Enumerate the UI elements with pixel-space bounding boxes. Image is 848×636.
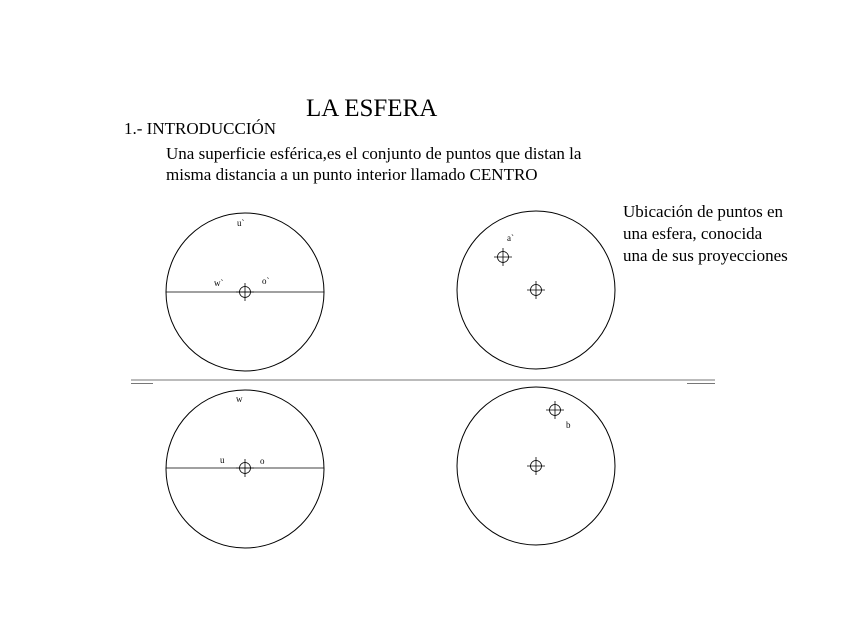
center-marker-horizontal-right <box>527 457 545 475</box>
point-a-prime-marker <box>494 248 512 266</box>
side-note-line-3: una de sus proyecciones <box>623 246 788 265</box>
section-heading: 1.- INTRODUCCIÓN <box>124 119 277 138</box>
label-w-prime: w` <box>214 278 224 288</box>
label-u-prime: u` <box>237 218 245 228</box>
label-o-prime: o` <box>262 276 270 286</box>
label-u: u <box>220 455 225 465</box>
slide-title: LA ESFERA <box>306 95 438 122</box>
point-b-marker <box>546 401 564 419</box>
center-marker-frontal-right <box>527 281 545 299</box>
label-o: o <box>260 456 265 466</box>
side-note-line-2: una esfera, conocida <box>623 224 763 243</box>
label-b: b <box>566 420 571 430</box>
label-w: w <box>236 394 243 404</box>
center-marker-horizontal-left <box>236 459 254 477</box>
side-note-line-1: Ubicación de puntos en <box>623 202 784 221</box>
intro-line-2: misma distancia a un punto interior llamado CENTRO <box>166 165 538 184</box>
label-a-prime: a` <box>507 233 514 243</box>
center-marker-frontal-left <box>236 283 254 301</box>
intro-line-1: Una superficie esférica,es el conjunto de puntos que distan la <box>166 144 582 163</box>
